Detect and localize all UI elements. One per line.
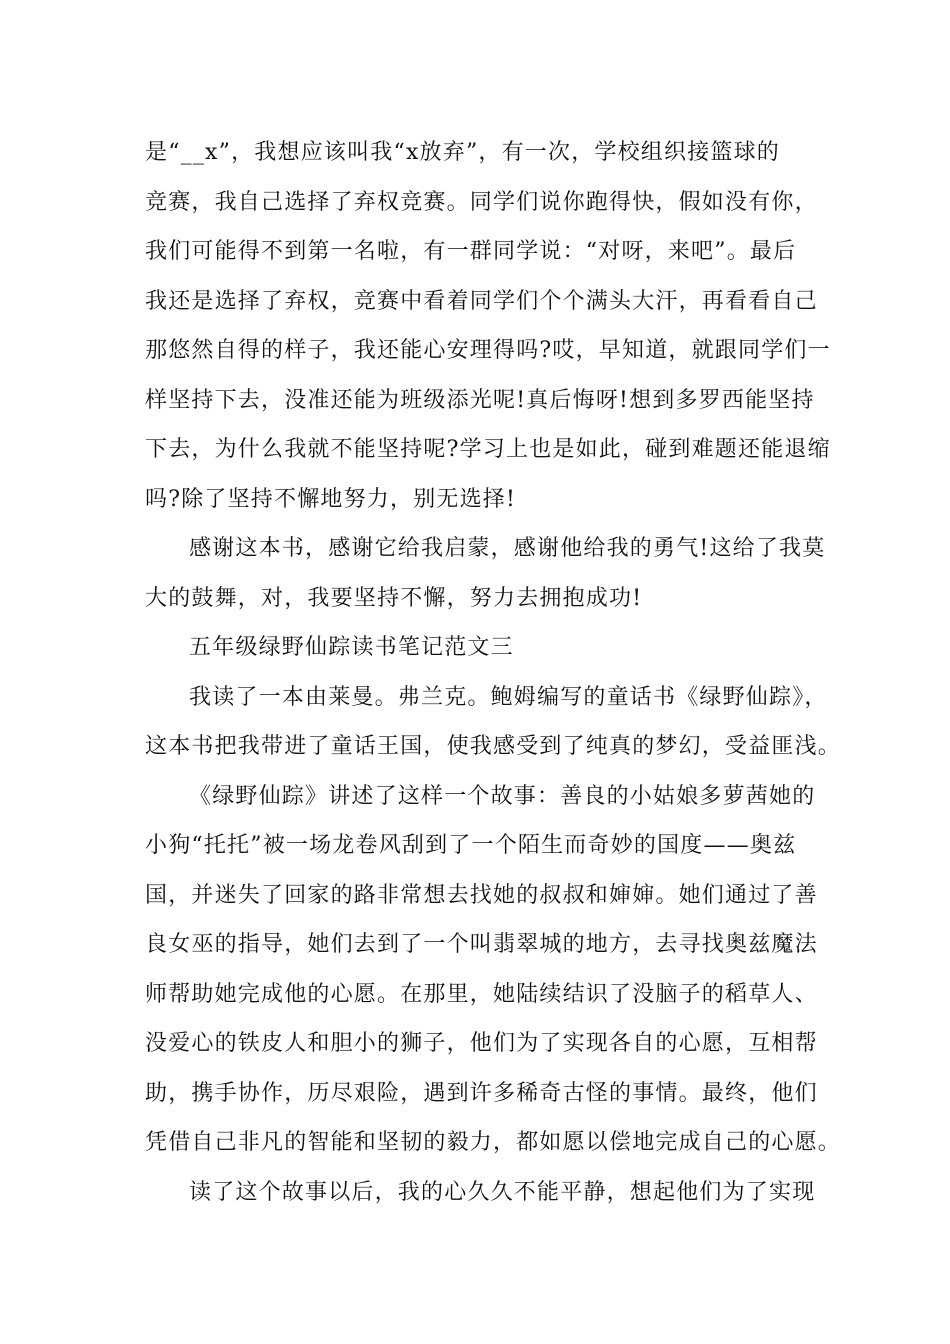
text-line: 小狗“托托”被一场龙卷风刮到了一个陌生而奇妙的国度——奥兹 xyxy=(145,833,797,858)
text-line: 那悠然自得的样子，我还能心安理得吗?哎，早知道，就跟同学们一 xyxy=(145,338,831,363)
text-line: 读了这个故事以后，我的心久久不能平静，想起他们为了实现 xyxy=(189,1179,816,1205)
text-line: 吗?除了坚持不懈地努力，别无选择! xyxy=(145,486,517,512)
text-line: 这本书把我带进了童话王国，使我感受到了纯真的梦幻，受益匪浅。 xyxy=(145,734,842,759)
text-line: 良女巫的指导，她们去到了一个叫翡翠城的地方，去寻找奥兹魔法 xyxy=(145,932,818,957)
text-line: 我们可能得不到第一名啦，有一群同学说：“对呀，来吧”。最后 xyxy=(145,239,797,264)
text-line: 国，并迷失了回家的路非常想去找她的叔叔和婶婶。她们通过了善 xyxy=(145,882,818,908)
text-line: 我读了一本由莱曼。弗兰克。鲍姆编写的童话书《绿野仙踪》， xyxy=(189,684,828,710)
text-line: 样坚持下去，没准还能为班级添光呢!真后悔呀!想到多罗西能坚持 xyxy=(145,387,815,413)
text-line: 我还是选择了弃权，竞赛中看着同学们个个满头大汗，再看看自己 xyxy=(145,288,818,314)
text-line: 没爱心的铁皮人和胆小的狮子，他们为了实现各自的心愿，互相帮 xyxy=(145,1031,818,1056)
text-line: 师帮助她完成他的心愿。在那里，她陆续结识了没脑子的稻草人、 xyxy=(145,981,818,1007)
text-line: 感谢这本书，感谢它给我启蒙，感谢他给我的勇气!这给了我莫 xyxy=(189,536,826,561)
document-body xyxy=(145,128,842,1217)
section-heading: 五年级绿野仙踪读书笔记范文三 xyxy=(189,635,514,660)
text-line: 助，携手协作，历尽艰险，遇到许多稀奇古怪的事情。最终，他们 xyxy=(145,1080,818,1106)
text-line: 凭借自己非凡的智能和坚韧的毅力，都如愿以偿地完成自己的心愿。 xyxy=(145,1130,842,1155)
text-line: 是“__x”，我想应该叫我“x放弃”，有一次，学校组织接篮球的 xyxy=(145,140,781,165)
text-line: 《绿野仙踪》讲述了这样一个故事：善良的小姑娘多萝茜她的 xyxy=(189,783,816,809)
text-line: 竞赛，我自己选择了弃权竞赛。同学们说你跑得快，假如没有你， xyxy=(145,189,818,215)
text-line: 下去，为什么我就不能坚持呢?学习上也是如此，碰到难题还能退缩 xyxy=(145,437,831,462)
text-line: 大的鼓舞，对，我要坚持不懈，努力去拥抱成功! xyxy=(145,585,643,611)
